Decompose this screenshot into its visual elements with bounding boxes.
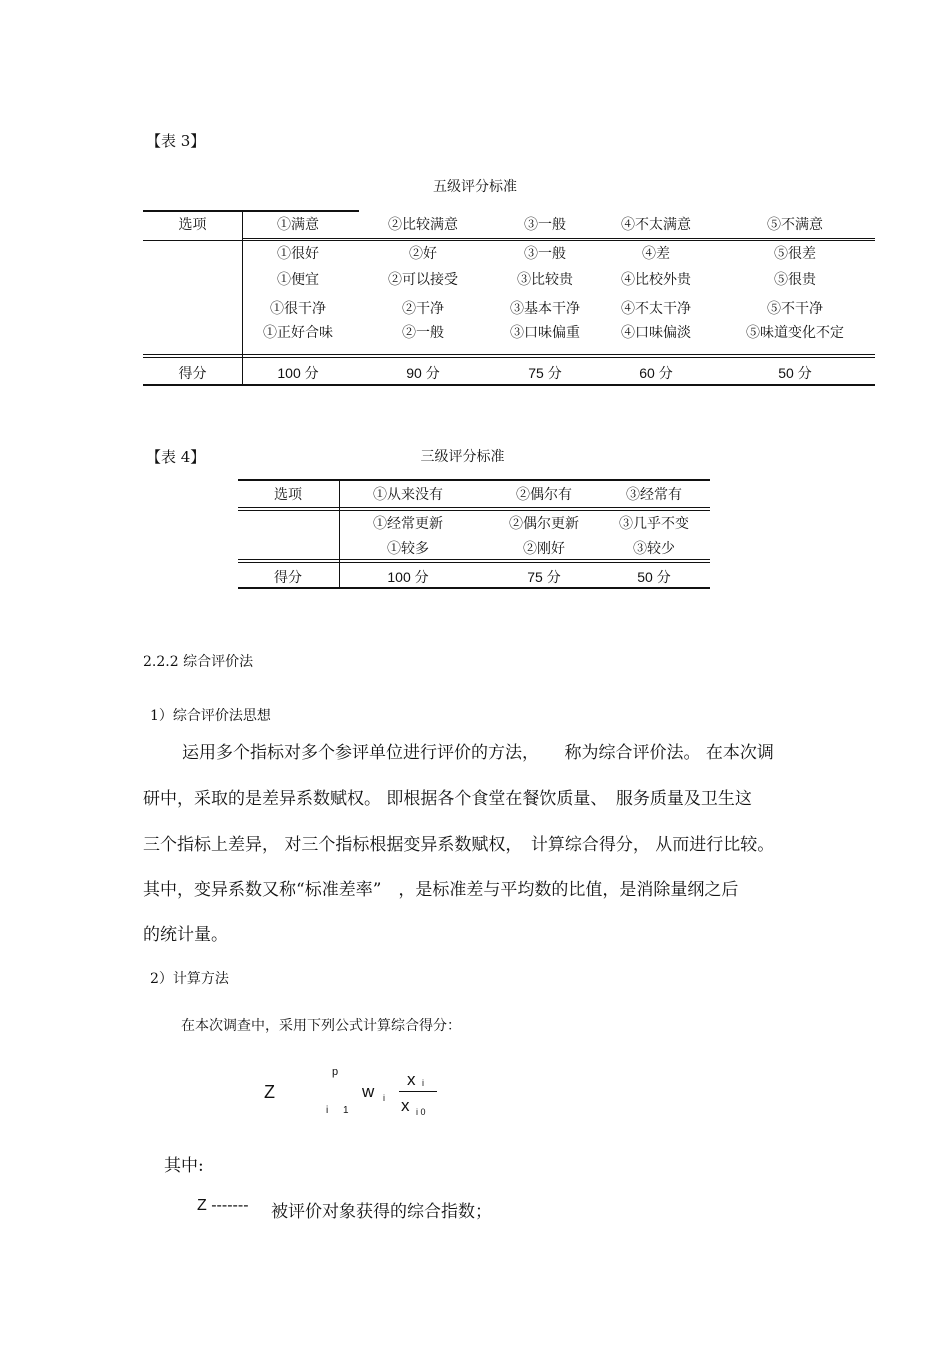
table3-cell: ③比较贵 [517,272,573,288]
paragraph-line: 三个指标上差异， 对三个指标根据变异系数赋权， 计算综合得分， 从而进行比较。 [143,835,775,855]
table3-cell: ⑤不干净 [767,301,823,317]
table3-caption: 五级评分标准 [433,179,517,195]
table4-cell: ①经常更新 [373,516,443,532]
where-label: 其中: [164,1156,204,1176]
table3-header-col-3: ③一般 [524,217,566,233]
table3-cell: ⑤很贵 [774,272,816,288]
formula-denominator-sub: i 0 [416,1107,426,1117]
formula-denominator: x [401,1096,410,1115]
table3-header-option: 选项 [178,217,207,233]
table4-header-col-2: ②偶尔有 [516,487,572,503]
table3-cell: ①很干净 [270,301,326,317]
table4-cell: ③几乎不变 [619,516,689,532]
table3-header-col-1: ①满意 [277,217,319,233]
section-heading: 2.2.2 综合评价法 [143,654,254,670]
paragraph-line: 研中，采取的是差异系数赋权。 即根据各个食堂在餐饮质量、 服务质量及卫生这 [143,789,752,809]
table3-cell: ④不太干净 [621,301,691,317]
paragraph-line: 运用多个指标对多个参评单位进行评价的方法， 称为综合评价法。 在本次调 [182,743,774,763]
table3-cell: ④口味偏淡 [621,325,691,341]
table3-cell: ③口味偏重 [510,325,580,341]
table3-cell: ③基本干净 [510,301,580,317]
paragraph-line: 其中，变异系数又称“标准差率” ，是标准差与平均数的比值，是消除量纲之后 [143,880,739,900]
subsection-heading-2: 2）计算方法 [150,971,229,987]
table3-label: 【表 3】 [146,132,206,150]
formula [250,1060,470,1130]
table3-cell: ①便宜 [277,272,319,288]
formula-weight: w [362,1082,375,1101]
z-symbol: Z ------- [197,1197,249,1214]
table3-header-col-2: ②比较满意 [388,217,458,233]
table4-header-col-3: ③经常有 [626,487,682,503]
formula-numerator-sub: i [422,1078,424,1088]
subsection-heading-1: 1）综合评价法思想 [150,708,271,724]
table4-label: 【表 4】 [146,448,206,466]
table4-cell: ②偶尔更新 [509,516,579,532]
table4-cell: ①较多 [387,541,429,557]
table3-cell: ④比校外贵 [621,272,691,288]
z-description: 被评价对象获得的综合指数； [271,1202,492,1222]
table3-cell: ①很好 [277,246,319,262]
table3-score-label: 得分 [178,366,207,382]
table3-header-col-5: ⑤不满意 [767,217,823,233]
table3-cell: ②干净 [402,301,444,317]
formula-lhs: Z [264,1082,275,1102]
table3-cell: ②一般 [402,325,444,341]
formula-sum-upper: p [332,1066,339,1078]
table4-header-col-1: ①从来没有 [373,487,443,503]
table3-score: 100 分 [277,365,319,381]
table4-score: 50 分 [637,569,671,585]
table3-score: 90 分 [406,365,440,381]
table4-score: 75 分 [527,569,561,585]
table4-header-option: 选项 [274,487,302,503]
formula-weight-sub: i [383,1093,385,1103]
formula-sum-lower-1: 1 [343,1105,349,1116]
table3-cell: ②好 [409,246,437,262]
table3-cell: ②可以接受 [388,272,458,288]
table3-header-col-4: ④不太满意 [621,217,691,233]
table4-caption: 三级评分标准 [420,449,505,465]
paragraph-line: 的统计量。 [143,925,228,945]
table3-score: 50 分 [778,365,812,381]
table3-cell: ③一般 [524,246,566,262]
table3-score: 60 分 [639,365,673,381]
table4-score: 100 分 [387,569,429,585]
table3-cell: ⑤很差 [774,246,816,262]
table3-score: 75 分 [528,365,562,381]
formula-fraction-bar [399,1091,437,1092]
formula-sum-lower-i: i [326,1105,329,1116]
formula-numerator: x [407,1070,416,1089]
table3-cell: ④差 [642,246,670,262]
table4-score-label: 得分 [274,570,302,586]
table3-cell: ⑤味道变化不定 [746,325,844,341]
formula-intro: 在本次调查中，采用下列公式计算综合得分： [181,1018,461,1034]
table4-cell: ②刚好 [523,541,565,557]
table3-cell: ①正好合味 [263,325,333,341]
table4-cell: ③较少 [633,541,675,557]
